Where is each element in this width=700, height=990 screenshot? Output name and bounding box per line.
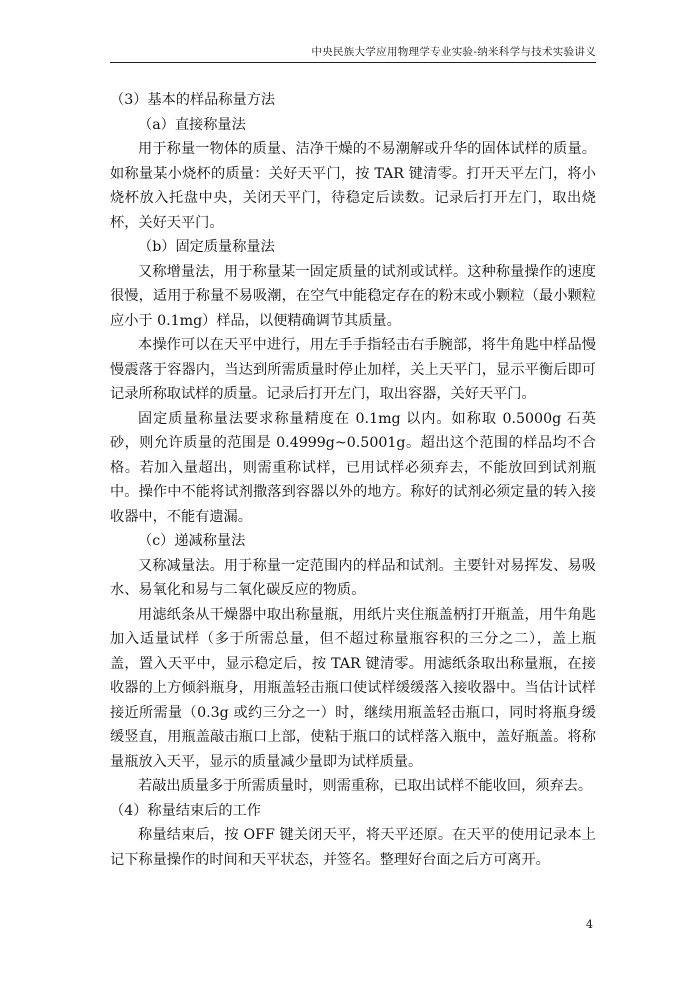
section-heading: （3）基本的样品称量方法 xyxy=(110,92,276,108)
running-header: 中央民族大学应用物理学专业实验-纳米科学与技术实验讲义 xyxy=(311,46,596,58)
body-paragraph: 又称减量法。用于称量一定范围内的样品和试剂。主要针对易挥发、易吸水、易氧化和易与二氧化碳反应的物质。 xyxy=(110,557,596,598)
body-paragraph: 称量结束后，按 OFF 键关闭天平，将天平还原。在天平的使用记录本上记下称量操作的时间和天平状态，并签名。整理好台面之后方可离开。 xyxy=(110,827,596,868)
body-paragraph: 用滤纸条从干燥器中取出称量瓶，用纸片夹住瓶盖柄打开瓶盖，用牛角匙加入适量试样（多于所需总量，但不超过称量瓶容积的三分之二），盖上瓶盖，置入天平中，显示稳定后，按 TAR 键清零。用滤纸条取出称量瓶，在接收器的上方倾斜瓶身，用瓶盖轻击瓶口使试样缓缓落入接收器中。当估计试样接近所需量（0.3g 或约三分之一）时，继续用瓶盖轻击瓶口，同时将瓶身缓缓竖直，用瓶盖敲击瓶口上部，使粘于瓶口的试样落入瓶中，盖好瓶盖。将称量瓶放入天平，显示的质量减少量即为试样质量。 xyxy=(110,606,596,770)
body-paragraph: 又称增量法，用于称量某一固定质量的试剂或试样。这种称量操作的速度很慢，适用于称量不易吸潮，在空气中能稳定存在的粉末或小颗粒（最小颗粒应小于 0.1mg）样品，以便精确调节其质量。 xyxy=(110,263,596,329)
subsection-heading: （c）递减称量法 xyxy=(138,533,246,549)
subsection-heading: （b）固定质量称量法 xyxy=(138,239,275,255)
body-paragraph: 本操作可以在天平中进行，用左手手指轻击右手腕部，将牛角匙中样品慢慢震落于容器内，当达到所需质量时停止加样，关上天平门，显示平衡后即可记录所称取试样的质量。记录后打开左门，取出容器，关好天平门。 xyxy=(110,337,596,402)
header-rule xyxy=(110,62,596,63)
body-paragraph: 固定质量称量法要求称量精度在 0.1mg 以内。如称取 0.5000g 石英砂，则允许质量的范围是 0.4999g~0.5001g。超出这个范围的样品均不合格。若加入量超出，则需重称试样，已用试样必须弃去，不能放回到试剂瓶中。操作中不能将试剂撒落到容器以外的地方。称好的试剂必须定量的转入接收器中，不能有遗漏。 xyxy=(110,410,596,525)
page-number: 4 xyxy=(586,918,593,931)
page-content xyxy=(110,88,596,872)
section-heading: （4）称量结束后的工作 xyxy=(110,802,261,819)
body-paragraph: 用于称量一物体的质量、洁净干燥的不易潮解或升华的固体试样的质量。如称量某小烧杯的质量：关好天平门，按 TAR 键清零。打开天平左门，将小烧杯放入托盘中央，关闭天平门，待稳定后读数。记录后打开左门，取出烧杯，关好天平门。 xyxy=(110,141,596,231)
subsection-heading: （a）直接称量法 xyxy=(138,116,246,133)
body-paragraph: 若敲出质量多于所需质量时，则需重称，已取出试样不能收回，须弃去。 xyxy=(138,778,593,794)
